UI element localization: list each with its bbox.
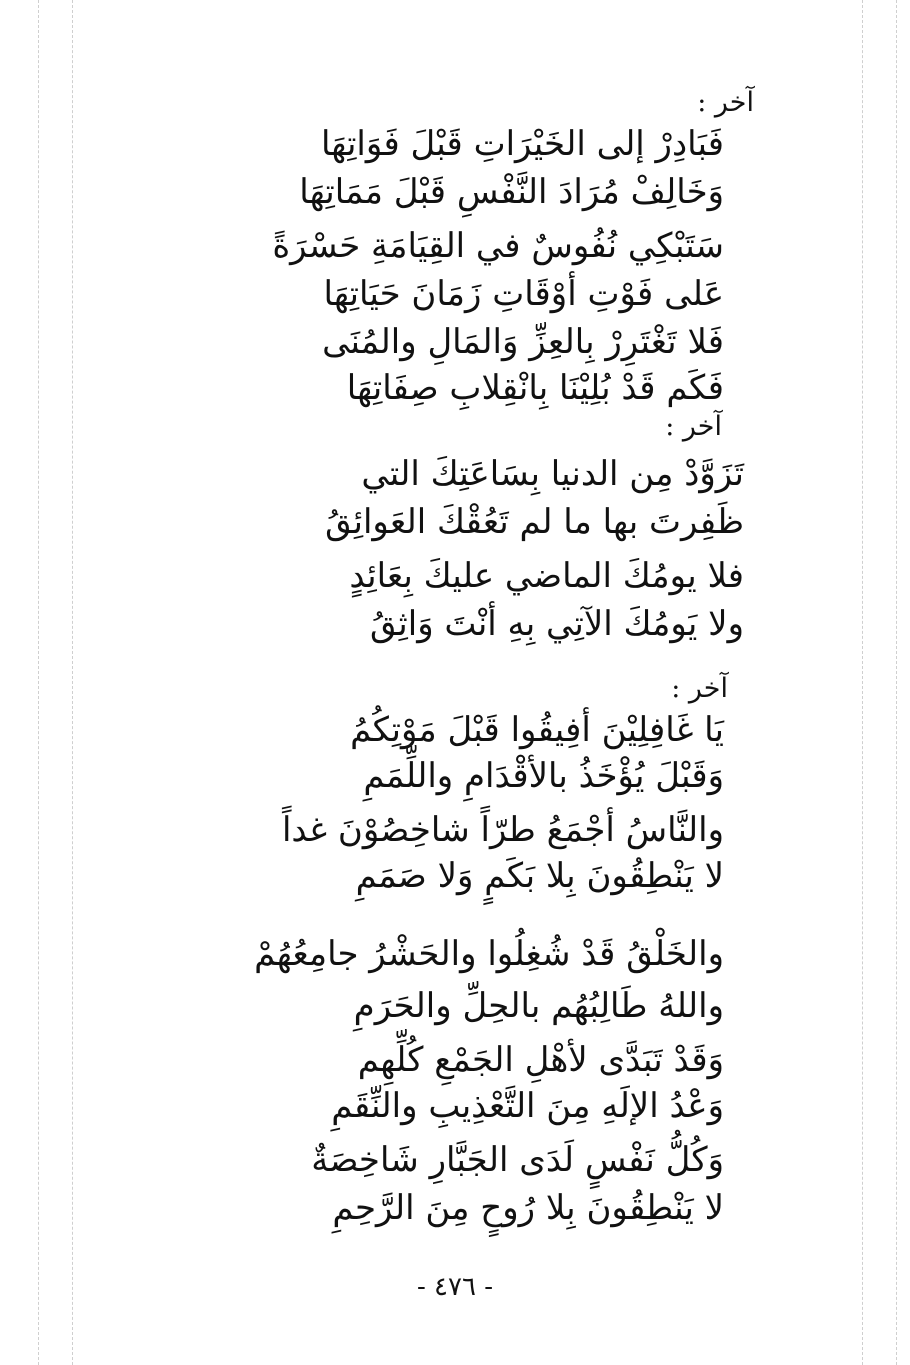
poem-line: وَكُلُّ نَفْسٍ لَدَى الجَبَّارِ شَاخِصَةٌ	[311, 1140, 724, 1180]
scan-edge-line-right	[896, 0, 897, 1365]
poem-line: وَقَدْ تَبَدَّى لأهْلِ الجَمْعِ كُلِّهِم	[357, 1040, 724, 1080]
poem-line: وَخَالِفْ مُرَادَ النَّفْسِ قَبْلَ مَمَاتِهَا	[299, 172, 724, 212]
poem-line: ولا يَومُكَ الآتِي بِهِ أنْتَ وَاثِقُ	[369, 604, 744, 644]
poem-line: ظَفِرتَ بها ما لم تَعُقْكَ العَوائِقُ	[325, 502, 744, 542]
scan-edge-line-right-inner	[862, 0, 863, 1365]
poem-line: فَلا تَغْتَرِرْ بِالعِزِّ وَالمَالِ والمُنَى	[322, 322, 724, 362]
section-header: آخر :	[671, 673, 728, 704]
section-header: آخر :	[665, 411, 722, 442]
section-header: آخر :	[697, 87, 754, 118]
scan-edge-line-left	[38, 0, 39, 1365]
poem-line: وَقَبْلَ يُؤْخَذُ بالأقْدَامِ واللِّمَمِ	[363, 756, 724, 796]
poem-line: يَا غَافِلِيْنَ أفِيقُوا قَبْلَ مَوْتِكُمُ	[350, 710, 724, 750]
poem-line: والخَلْقُ قَدْ شُغِلُوا والحَشْرُ جامِعُهُمْ	[254, 934, 724, 974]
poem-line: عَلى فَوْتِ أوْقَاتِ زَمَانَ حَيَاتِهَا	[323, 274, 724, 314]
poem-line: سَتَبْكِي نُفُوسٌ في القِيَامَةِ حَسْرَةً	[272, 226, 724, 266]
poem-line: تَزَوَّدْ مِن الدنيا بِسَاعَتِكَ التي	[361, 454, 744, 494]
page-number: - ٤٧٦ -	[416, 1272, 494, 1302]
poem-line: لا يَنْطِقُونَ بِلا بَكَمٍ وَلا صَمَمِ	[355, 856, 724, 896]
poem-line: فَكَم قَدْ بُلِيْنَا بِانْقِلابِ صِفَاتِهَا	[346, 368, 724, 408]
scan-edge-line-left-inner	[72, 0, 73, 1365]
poem-line: لا يَنْطِقُونَ بِلا رُوحٍ مِنَ الرَّحِمِ	[332, 1188, 724, 1228]
poem-line: فلا يومُكَ الماضي عليكَ بِعَائِدٍ	[349, 556, 744, 596]
poem-line: واللهُ طَالِبُهُم بالحِلِّ والحَرَمِ	[353, 986, 724, 1026]
poem-line: فَبَادِرْ إلى الخَيْرَاتِ قَبْلَ فَوَاتِهَا	[320, 124, 724, 164]
poem-line: والنَّاسُ أجْمَعُ طرّاً شاخِصُوْنَ غداً	[281, 810, 724, 850]
poem-line: وَعْدُ الإلَهِ مِنَ التَّعْذِيبِ والنِّقَمِ	[331, 1086, 724, 1126]
